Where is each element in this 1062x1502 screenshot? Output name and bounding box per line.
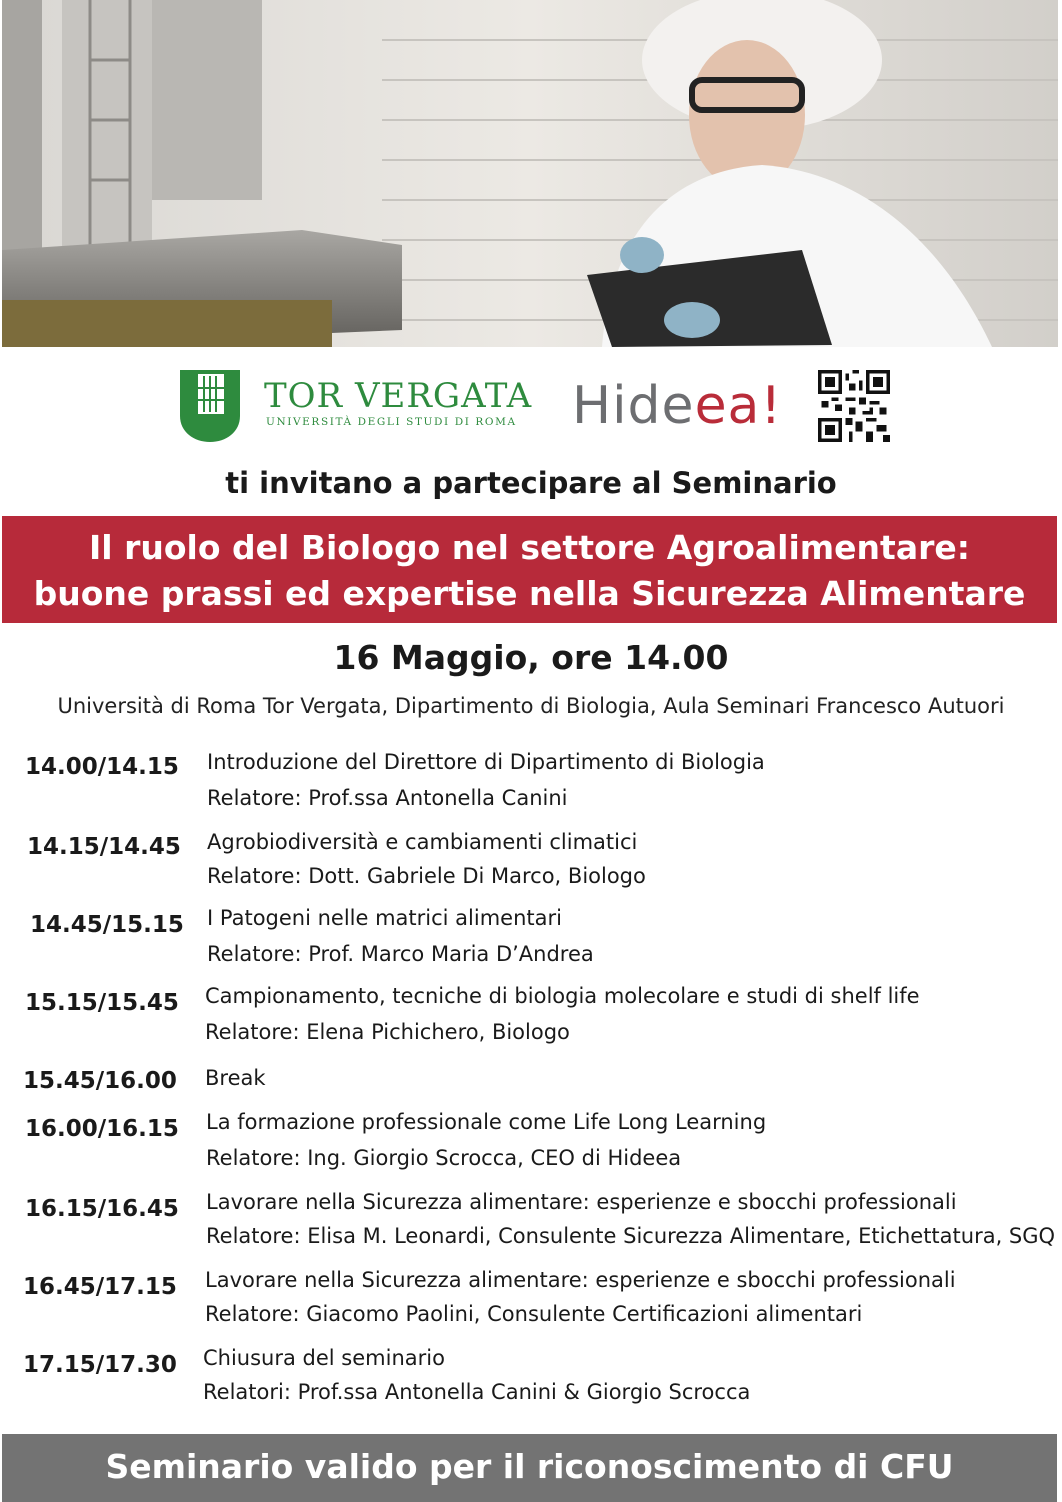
seminar-venue: Università di Roma Tor Vergata, Dipartimento di Biologia, Aula Seminari Francesco Autuori	[57, 694, 1005, 718]
agenda-time: 14.45/15.15	[30, 912, 184, 938]
agenda-speaker: Relatore: Prof. Marco Maria D’Andrea	[207, 942, 594, 966]
agenda-time: 16.00/16.15	[25, 1116, 179, 1142]
agenda-title: La formazione professionale come Life Long Learning	[206, 1110, 767, 1134]
tor-vergata-subtitle: UNIVERSITÀ DEGLI STUDI DI ROMA	[266, 416, 517, 428]
invite-heading: ti invitano a partecipare al Seminario	[225, 466, 837, 500]
agenda-title: Lavorare nella Sicurezza alimentare: esperienze e sbocchi professionali	[205, 1268, 956, 1292]
agenda-speaker: Relatore: Elena Pichichero, Biologo	[205, 1020, 570, 1044]
agenda-title: I Patogeni nelle matrici alimentari	[207, 906, 562, 930]
agenda-speaker: Relatore: Elisa M. Leonardi, Consulente Sicurezza Alimentare, Etichettatura, SGQ	[206, 1224, 1056, 1248]
hideea-text-a: Hide	[572, 376, 695, 436]
seminar-date: 16 Maggio, ore 14.00	[333, 638, 729, 677]
agenda-time: 16.45/17.15	[23, 1274, 177, 1300]
tor-vergata-logo	[178, 368, 533, 446]
agenda-time: 15.15/15.45	[25, 990, 179, 1016]
agenda-time: 14.15/14.45	[27, 834, 181, 860]
agenda-speaker: Relatori: Prof.ssa Antonella Canini & Giorgio Scrocca	[203, 1380, 751, 1404]
agenda-title: Break	[205, 1066, 266, 1090]
hideea-logo	[572, 374, 802, 438]
agenda-title: Introduzione del Direttore di Dipartimento di Biologia	[207, 750, 765, 774]
agenda-speaker: Relatore: Ing. Giorgio Scrocca, CEO di Hideea	[206, 1146, 682, 1170]
agenda-speaker: Relatore: Prof.ssa Antonella Canini	[207, 786, 568, 810]
hideea-text-b: ea!	[694, 376, 783, 436]
qr-code-icon[interactable]	[818, 370, 890, 442]
agenda-title: Lavorare nella Sicurezza alimentare: esperienze e sbocchi professionali	[206, 1190, 957, 1214]
seminar-title-line1: Il ruolo del Biologo nel settore Agroalimentare:	[89, 528, 970, 567]
agenda-title: Chiusura del seminario	[203, 1346, 445, 1370]
seminar-title-line2: buone prassi ed expertise nella Sicurezza Alimentare	[33, 574, 1026, 613]
agenda-time: 14.00/14.15	[25, 754, 179, 780]
agenda-speaker: Relatore: Giacomo Paolini, Consulente Certificazioni alimentari	[205, 1302, 863, 1326]
cfu-footer-banner: Seminario valido per il riconoscimento di CFU	[2, 1434, 1057, 1502]
seminar-title-banner	[2, 516, 1057, 623]
agenda-title: Agrobiodiversità e cambiamenti climatici	[207, 830, 638, 854]
agenda-time: 16.15/16.45	[25, 1196, 179, 1222]
agenda-time: 17.15/17.30	[23, 1352, 177, 1378]
agenda-speaker: Relatore: Dott. Gabriele Di Marco, Biologo	[207, 864, 646, 888]
tor-vergata-name: TOR VERGATA	[264, 376, 533, 416]
agenda-title: Campionamento, tecniche di biologia molecolare e studi di shelf life	[205, 984, 920, 1008]
tor-vergata-shield-icon	[178, 368, 242, 444]
agenda-time: 15.45/16.00	[23, 1068, 177, 1094]
hero-photo	[2, 0, 1058, 347]
